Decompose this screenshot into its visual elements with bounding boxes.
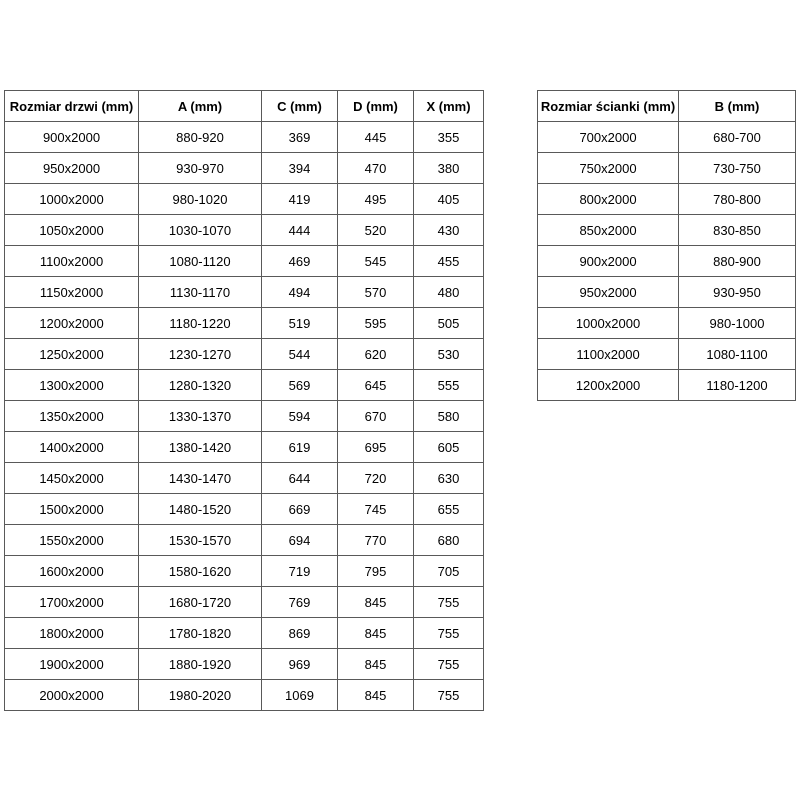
- table-cell: 1280-1320: [139, 370, 262, 401]
- table-cell: 444: [262, 215, 338, 246]
- table-cell: 620: [338, 339, 414, 370]
- table-row: [5, 308, 484, 339]
- table-cell: 1300x2000: [5, 370, 139, 401]
- column-header: Rozmiar drzwi (mm): [5, 91, 139, 122]
- table-cell: 1100x2000: [5, 246, 139, 277]
- table-cell: 380: [414, 153, 484, 184]
- table-row: [538, 215, 796, 246]
- table-cell: 1900x2000: [5, 649, 139, 680]
- table-row: [5, 649, 484, 680]
- table-cell: 1580-1620: [139, 556, 262, 587]
- column-header: Rozmiar ścianki (mm): [538, 91, 679, 122]
- table-row: [5, 184, 484, 215]
- table-cell: 850x2000: [538, 215, 679, 246]
- table-cell: 1000x2000: [5, 184, 139, 215]
- table-cell: 520: [338, 215, 414, 246]
- table-row: [538, 370, 796, 401]
- table-cell: 594: [262, 401, 338, 432]
- table-cell: 755: [414, 649, 484, 680]
- table-cell: 930-970: [139, 153, 262, 184]
- table-cell: 755: [414, 618, 484, 649]
- table-cell: 495: [338, 184, 414, 215]
- table-cell: 969: [262, 649, 338, 680]
- table-cell: 880-920: [139, 122, 262, 153]
- table-cell: 419: [262, 184, 338, 215]
- table-cell: 1430-1470: [139, 463, 262, 494]
- column-header: B (mm): [679, 91, 796, 122]
- table-row: [5, 556, 484, 587]
- table-cell: 1100x2000: [538, 339, 679, 370]
- table-cell: 555: [414, 370, 484, 401]
- column-header: A (mm): [139, 91, 262, 122]
- column-header: X (mm): [414, 91, 484, 122]
- table-cell: 694: [262, 525, 338, 556]
- table-row: [538, 153, 796, 184]
- table-cell: 1530-1570: [139, 525, 262, 556]
- table-cell: 469: [262, 246, 338, 277]
- table-cell: 769: [262, 587, 338, 618]
- table-cell: 1000x2000: [538, 308, 679, 339]
- table-cell: 1080-1120: [139, 246, 262, 277]
- table-cell: 505: [414, 308, 484, 339]
- table-cell: 655: [414, 494, 484, 525]
- table-cell: 1550x2000: [5, 525, 139, 556]
- table-row: [5, 432, 484, 463]
- table-row: [5, 401, 484, 432]
- door-sizes-table: [4, 90, 484, 711]
- table-cell: 430: [414, 215, 484, 246]
- table-cell: 1180-1220: [139, 308, 262, 339]
- table-cell: 1230-1270: [139, 339, 262, 370]
- table-cell: 544: [262, 339, 338, 370]
- table-cell: 1880-1920: [139, 649, 262, 680]
- table-row: [5, 680, 484, 711]
- table-cell: 1250x2000: [5, 339, 139, 370]
- table-row: [5, 618, 484, 649]
- table-cell: 745: [338, 494, 414, 525]
- table-cell: 470: [338, 153, 414, 184]
- table-row: [5, 215, 484, 246]
- table-cell: 1680-1720: [139, 587, 262, 618]
- table-cell: 700x2000: [538, 122, 679, 153]
- table-cell: 950x2000: [5, 153, 139, 184]
- table-cell: 1780-1820: [139, 618, 262, 649]
- table-cell: 494: [262, 277, 338, 308]
- table-cell: 455: [414, 246, 484, 277]
- column-header: C (mm): [262, 91, 338, 122]
- table-cell: 1069: [262, 680, 338, 711]
- table-cell: 950x2000: [538, 277, 679, 308]
- table-cell: 930-950: [679, 277, 796, 308]
- table-cell: 795: [338, 556, 414, 587]
- table-cell: 980-1000: [679, 308, 796, 339]
- table-cell: 1980-2020: [139, 680, 262, 711]
- table-cell: 1180-1200: [679, 370, 796, 401]
- table-cell: 845: [338, 587, 414, 618]
- table-cell: 869: [262, 618, 338, 649]
- table-cell: 645: [338, 370, 414, 401]
- table-cell: 595: [338, 308, 414, 339]
- table-cell: 1600x2000: [5, 556, 139, 587]
- column-header: D (mm): [338, 91, 414, 122]
- table-cell: 644: [262, 463, 338, 494]
- table-cell: 405: [414, 184, 484, 215]
- table-cell: 1200x2000: [538, 370, 679, 401]
- table-cell: 900x2000: [5, 122, 139, 153]
- table-cell: 669: [262, 494, 338, 525]
- table-row: [538, 308, 796, 339]
- table-cell: 800x2000: [538, 184, 679, 215]
- table-cell: 1050x2000: [5, 215, 139, 246]
- table-cell: 1450x2000: [5, 463, 139, 494]
- table-row: [5, 339, 484, 370]
- table-cell: 445: [338, 122, 414, 153]
- table-row: [538, 246, 796, 277]
- table-cell: 880-900: [679, 246, 796, 277]
- table-cell: 519: [262, 308, 338, 339]
- table-cell: 394: [262, 153, 338, 184]
- table-cell: 900x2000: [538, 246, 679, 277]
- table-cell: 530: [414, 339, 484, 370]
- table-cell: 1800x2000: [5, 618, 139, 649]
- wall-sizes-table: [537, 90, 796, 401]
- table-cell: 755: [414, 587, 484, 618]
- table-cell: 2000x2000: [5, 680, 139, 711]
- table-cell: 719: [262, 556, 338, 587]
- table-cell: 1200x2000: [5, 308, 139, 339]
- table-cell: 1080-1100: [679, 339, 796, 370]
- table-cell: 605: [414, 432, 484, 463]
- table-cell: 755: [414, 680, 484, 711]
- table-cell: 369: [262, 122, 338, 153]
- table-cell: 630: [414, 463, 484, 494]
- table-row: [538, 339, 796, 370]
- table-cell: 730-750: [679, 153, 796, 184]
- table-row: [538, 122, 796, 153]
- table-cell: 1330-1370: [139, 401, 262, 432]
- table-cell: 695: [338, 432, 414, 463]
- table-row: [5, 525, 484, 556]
- table-cell: 1030-1070: [139, 215, 262, 246]
- table-row: [5, 494, 484, 525]
- table-cell: 569: [262, 370, 338, 401]
- table-cell: 619: [262, 432, 338, 463]
- table-cell: 1350x2000: [5, 401, 139, 432]
- table-cell: 1700x2000: [5, 587, 139, 618]
- table-cell: 570: [338, 277, 414, 308]
- table-cell: 845: [338, 649, 414, 680]
- table-cell: 1480-1520: [139, 494, 262, 525]
- table-cell: 1500x2000: [5, 494, 139, 525]
- table-row: [538, 184, 796, 215]
- wall-sizes-header-row: [538, 91, 796, 122]
- table-cell: 830-850: [679, 215, 796, 246]
- table-cell: 720: [338, 463, 414, 494]
- table-cell: 1130-1170: [139, 277, 262, 308]
- table-cell: 780-800: [679, 184, 796, 215]
- table-row: [5, 587, 484, 618]
- door-sizes-header-row: [5, 91, 484, 122]
- table-cell: 705: [414, 556, 484, 587]
- table-cell: 845: [338, 618, 414, 649]
- table-cell: 545: [338, 246, 414, 277]
- table-row: [5, 246, 484, 277]
- table-cell: 1380-1420: [139, 432, 262, 463]
- table-row: [5, 370, 484, 401]
- table-row: [5, 122, 484, 153]
- table-cell: 480: [414, 277, 484, 308]
- table-row: [5, 277, 484, 308]
- table-cell: 680-700: [679, 122, 796, 153]
- table-cell: 680: [414, 525, 484, 556]
- table-cell: 845: [338, 680, 414, 711]
- table-cell: 770: [338, 525, 414, 556]
- table-cell: 1150x2000: [5, 277, 139, 308]
- table-row: [5, 463, 484, 494]
- table-cell: 355: [414, 122, 484, 153]
- table-cell: 1400x2000: [5, 432, 139, 463]
- table-cell: 980-1020: [139, 184, 262, 215]
- table-row: [5, 153, 484, 184]
- table-row: [538, 277, 796, 308]
- table-cell: 580: [414, 401, 484, 432]
- table-cell: 750x2000: [538, 153, 679, 184]
- table-cell: 670: [338, 401, 414, 432]
